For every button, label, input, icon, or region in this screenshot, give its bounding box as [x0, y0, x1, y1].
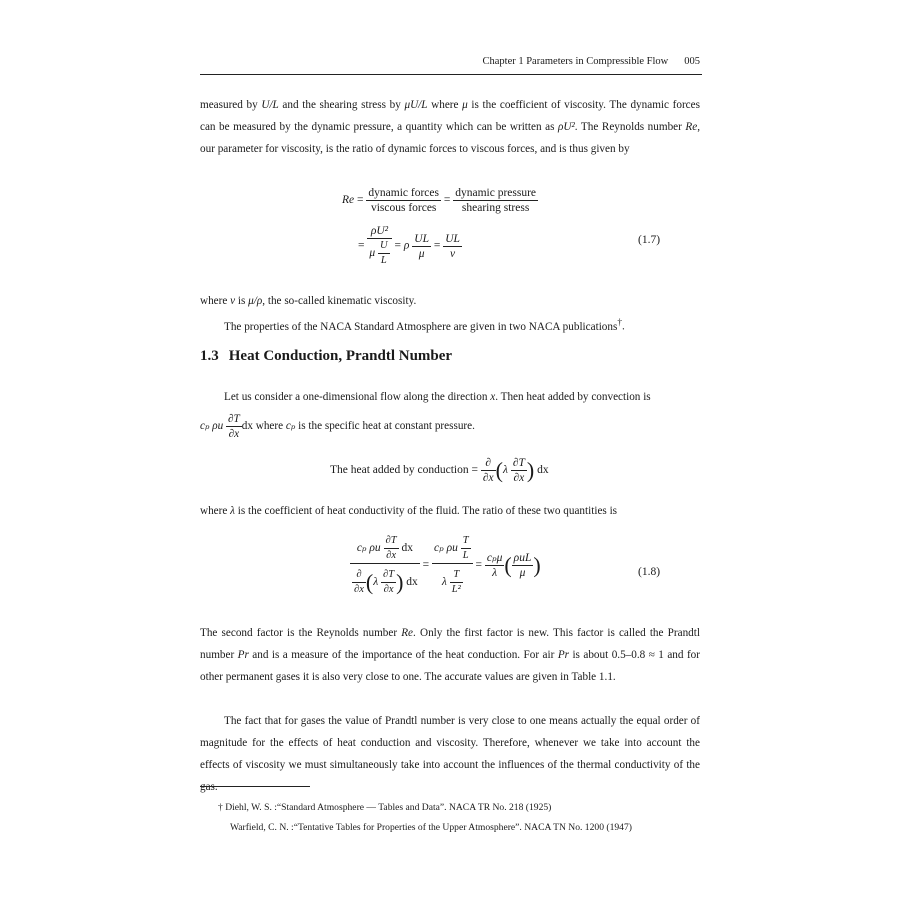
paragraph-magnitude: The fact that for gases the value of Prandtl number is very close to one means actually the equal order of magnitude for the effects of heat conduction and viscosity. Therefore, whenever we take into account the effects of viscosity we must simultaneously take into account the influences of the thermal conductivity of the gas.: [200, 715, 700, 793]
paragraph-kinematic-viscosity: where ν is μ/ρ, the so-called kinematic viscosity. The properties of the NACA Standard Atmosphere are given in two NACA publications†.: [200, 295, 625, 333]
equation-1-7-line1: Re = $\frac{\text{dynamic forces}}{\text{viscous forces}}$ = $\frac{\text{dynamic pressure}}{\text{shearing stress}}$: [342, 187, 537, 214]
equation-heat-conduction: The heat added by conduction = $\frac{\partial}{\partial x}$ (λ $\frac{\partial T}{\partial x}$ ) dx: [330, 457, 549, 484]
section-heading: [200, 348, 462, 365]
equation-1-8: cₚ ρu $\frac{\partial T}{\partial x}$ dx $\frac{\partial}{\partial x}$ (λ $\frac{\partial T}{\partial x}$ ) dx = cₚ ρu $\frac{T}{L}$ λ $\frac{T}{\text{L²}}$ = $\frac{\text{cₚμ}}{\lambda}$ ( $\frac{\text{ρuL}}{\mu}$ ): [350, 534, 541, 597]
footnote-mark: †: [617, 318, 623, 328]
paragraph-conductivity: where λ is the coefficient of heat conductivity of the fluid. The ratio of these two quantities is: [200, 505, 618, 517]
convection-expression: cₚ ρu $\frac{\partial T}{\partial x}$ dx where cₚ is the specific heat at constant pressure.: [200, 413, 475, 440]
section-title: Heat Conduction, Prandtl Number: [228, 348, 453, 364]
equation-number-1-8: (1.8): [638, 566, 661, 578]
paragraph-prandtl: The second factor is the Reynolds number Re. Only the first factor is new. This factor is called the Prandtl number Pr and is a measure of the importance of the heat conduction. For air Pr is about 0.5–0.8 ≈ 1 and for other permanent gases it is also very close to one. The accurate values are given in Table 1.1.: [200, 627, 700, 683]
footnote-rule: [200, 786, 310, 787]
header-rule: [200, 74, 702, 75]
page-number: 005: [684, 56, 700, 67]
footnote-1: † Diehl, W. S. :“Standard Atmosphere — Tables and Data”. NACA TR No. 218 (1925): [218, 802, 552, 813]
running-header: [200, 56, 700, 67]
chapter-title: Chapter 1 Parameters in Compressible Flow: [482, 56, 669, 67]
footnote-2: Warfield, C. N. :“Tentative Tables for Properties of the Upper Atmosphere”. NACA TN No. 1200 (1947): [230, 822, 632, 833]
paragraph-viscosity: measured by U/L and the shearing stress by μU/L where μ is the coefficient of viscosity. The dynamic forces can be measured by the dynamic pressure, a quantity which can be written as ρU². The Reynolds number Re, our parameter for viscosity, is the ratio of dynamic forces to viscous forces, and is thus given by: [200, 99, 700, 155]
section-number: 1.3: [200, 348, 219, 364]
paragraph-heat-convection: Let us consider a one-dimensional flow along the direction x. Then heat added by convection is: [224, 391, 651, 403]
equation-number-1-7: (1.7): [638, 234, 661, 246]
equation-1-7-line2: = ρU² μ $\frac{U}{L}$ = ρ $\frac{UL}{\mu}$ = $\frac{UL}{\nu}$: [358, 225, 460, 266]
